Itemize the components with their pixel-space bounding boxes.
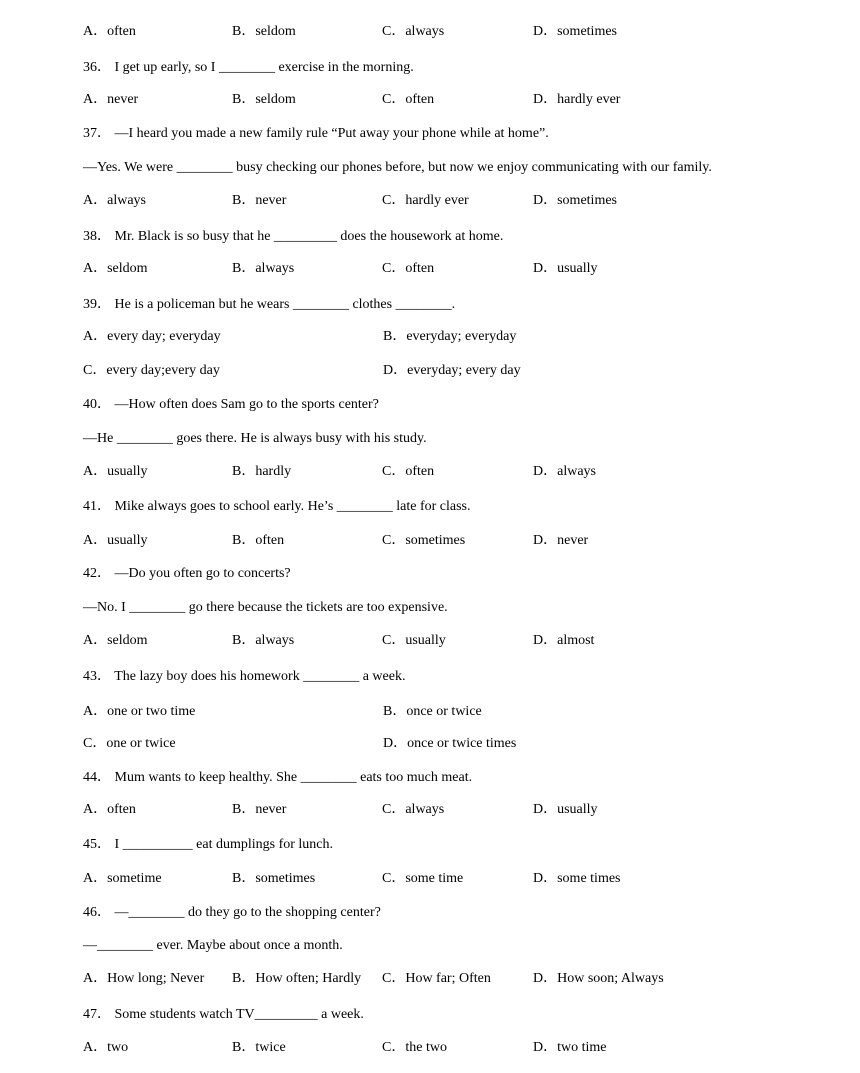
answer-option: B．How often; Hardly [232,971,362,986]
question-line: 43． The lazy boy does his homework ________ a week. [83,669,406,684]
question-line: 36． I get up early, so I ________ exercise in the morning. [83,60,414,75]
answer-option: C．usually [382,633,446,648]
question-line: —________ ever. Maybe about once a month. [83,938,343,953]
answer-option: D．almost [533,633,595,648]
question-line: 44． Mum wants to keep healthy. She ________ eats too much meat. [83,770,473,785]
answer-option: C．always [382,24,445,39]
answer-option: B．always [232,261,295,276]
answer-option: C．sometimes [382,533,466,548]
question-line: 47． Some students watch TV_________ a week. [83,1007,364,1022]
answer-option: D．usually [533,261,598,276]
answer-option: A．usually [83,533,148,548]
answer-option: A．sometime [83,871,162,886]
question-line: 37． —I heard you made a new family rule “Put away your phone while at home”. [83,126,549,141]
answer-option: B．seldom [232,92,296,107]
answer-option: C．often [382,464,435,479]
answer-option: A．every day; everyday [83,329,221,344]
question-line: 40． —How often does Sam go to the sports center? [83,397,379,412]
answer-option: C．hardly ever [382,193,469,208]
answer-option: A．always [83,193,146,208]
answer-option: C．the two [382,1040,447,1055]
answer-option: B．seldom [232,24,296,39]
answer-option: C．some time [382,871,464,886]
answer-option: B．never [232,802,287,817]
answer-option: C．How far; Often [382,971,491,986]
answer-option: B．hardly [232,464,292,479]
answer-option: D．once or twice times [383,736,517,751]
question-line: 46． —________ do they go to the shopping center? [83,905,381,920]
answer-option: A．How long; Never [83,971,205,986]
answer-option: C．one or twice [83,736,176,751]
answer-option: D．sometimes [533,24,617,39]
answer-option: A．two [83,1040,129,1055]
answer-option: D．usually [533,802,598,817]
answer-option: D．hardly ever [533,92,621,107]
answer-option: B．everyday; everyday [383,329,517,344]
question-line: 45． I __________ eat dumplings for lunch. [83,837,334,852]
question-line: —He ________ goes there. He is always busy with his study. [83,431,427,446]
answer-option: B．once or twice [383,704,482,719]
answer-option: D．never [533,533,589,548]
question-line: 42． —Do you often go to concerts? [83,566,291,581]
answer-option: C．every day;every day [83,363,220,378]
answer-option: A．often [83,24,136,39]
question-line: 41． Mike always goes to school early. He’s ________ late for class. [83,499,471,514]
answer-option: D．always [533,464,596,479]
answer-option: B．always [232,633,295,648]
answer-option: A．seldom [83,261,148,276]
answer-option: B．twice [232,1040,286,1055]
answer-option: D．How soon; Always [533,971,664,986]
answer-option: B．never [232,193,287,208]
answer-option: A．one or two time [83,704,196,719]
answer-option: C．often [382,261,435,276]
answer-option: D．sometimes [533,193,617,208]
question-line: 39． He is a policeman but he wears ________ clothes ________. [83,297,456,312]
answer-option: D．two time [533,1040,607,1055]
answer-option: C．often [382,92,435,107]
question-line: —No. I ________ go there because the tickets are too expensive. [83,600,448,615]
answer-option: C．always [382,802,445,817]
answer-option: D．everyday; every day [383,363,521,378]
answer-option: A．usually [83,464,148,479]
answer-option: D．some times [533,871,621,886]
question-line: —Yes. We were ________ busy checking our phones before, but now we enjoy communicating with our family. [83,160,712,175]
answer-option: B．sometimes [232,871,316,886]
question-line: 38． Mr. Black is so busy that he _________ does the housework at home. [83,229,504,244]
answer-option: A．often [83,802,136,817]
answer-option: A．never [83,92,139,107]
answer-option: B．often [232,533,285,548]
answer-option: A．seldom [83,633,148,648]
